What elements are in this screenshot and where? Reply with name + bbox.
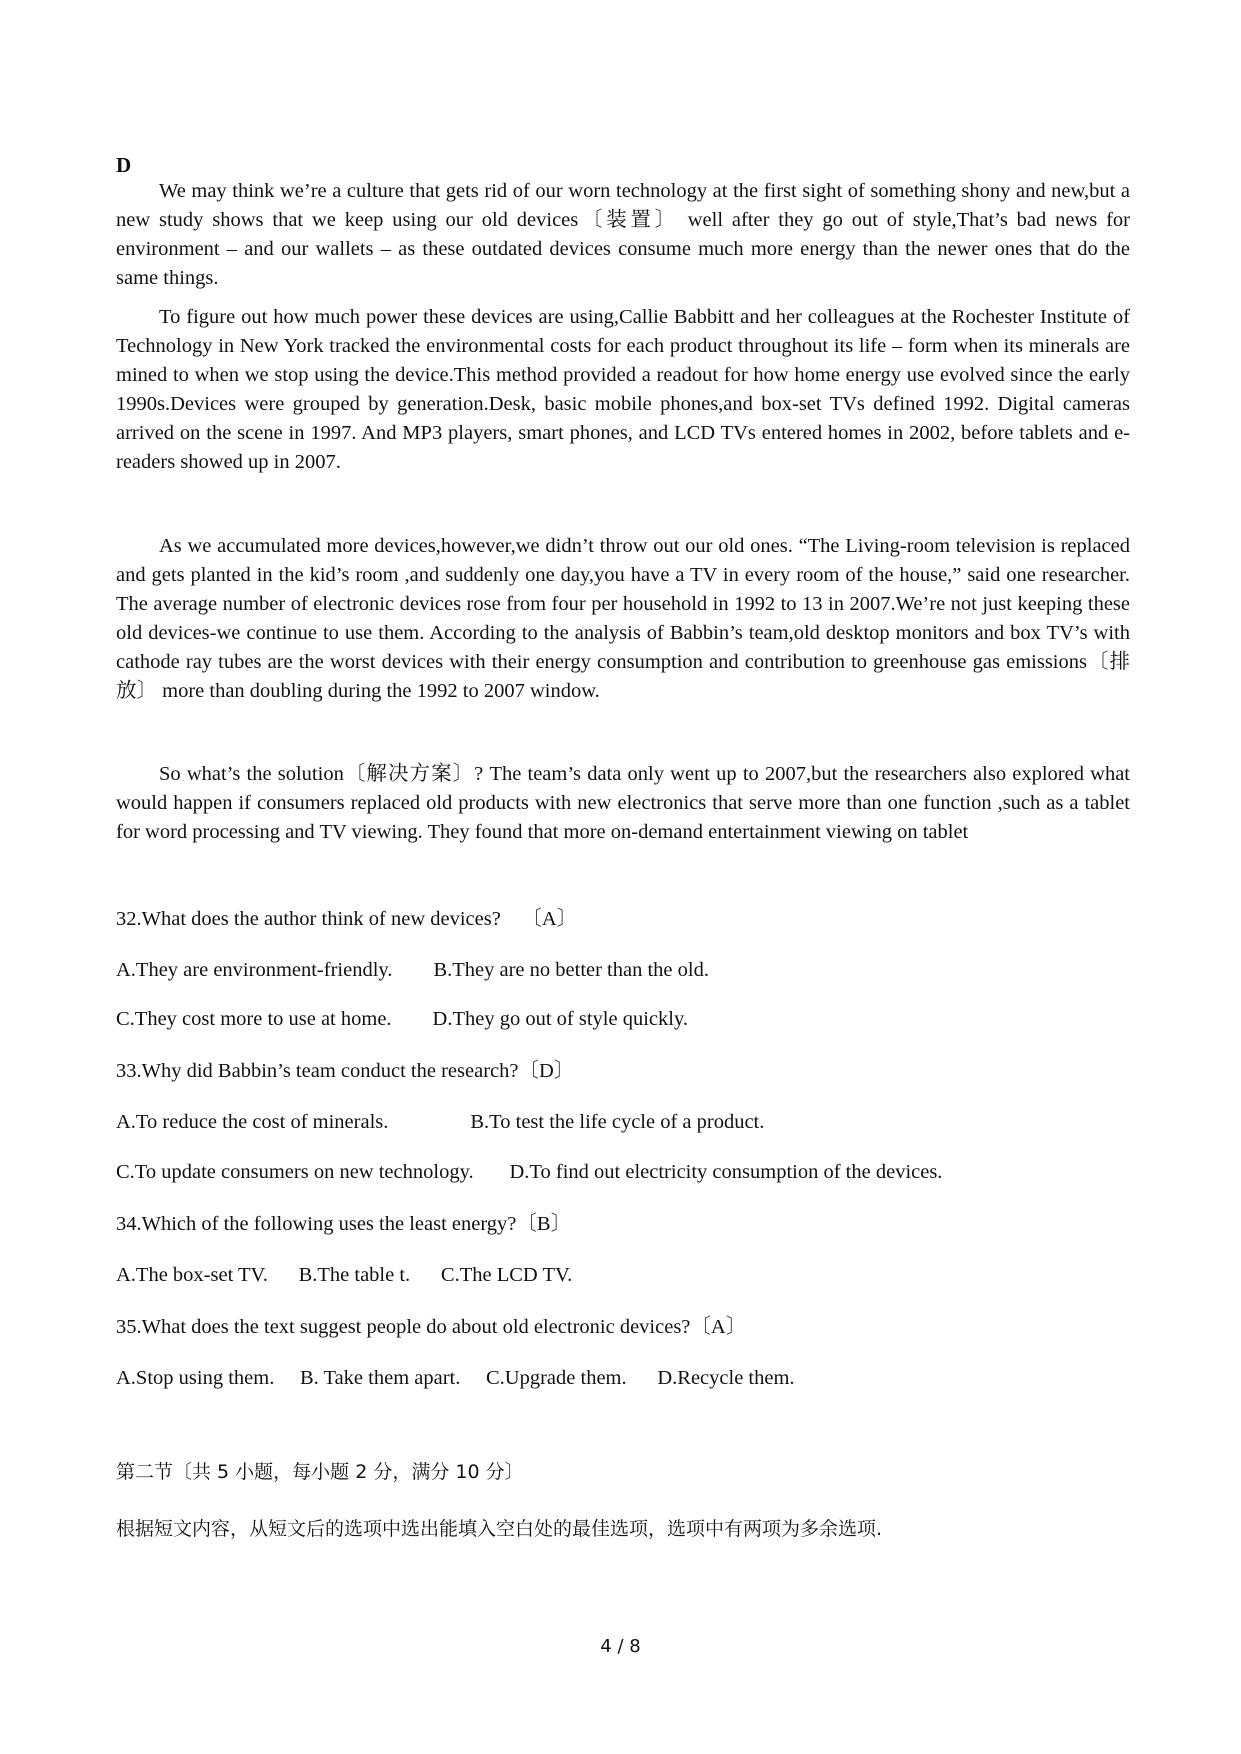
paragraph-1: We may think we’re a culture that gets rid of our worn technology at the first sight of something shony and new,but a new study shows that we keep using our old devices〔装置〕 well after they go out of style,That’s bad news for environment – and our wallets – as these outdated devices consume much more energy than the newer ones that do the same things.: [116, 180, 1130, 289]
paragraph-4: So what’s the solution〔解决方案〕? The team’s data only went up to 2007,but the researchers also explored what would happen if consumers replaced old products with new electronics that serve more than one function ,such as a tablet for word processing and TV viewing. They found that more on-demand entertainment viewing on tablet: [116, 763, 1130, 843]
question-32-stem: 32.What does the author think of new devices? 〔A〕: [116, 908, 578, 930]
question-35-stem: 35.What does the text suggest people do about old electronic devices?〔A〕: [116, 1316, 747, 1338]
question-32-options-ab: A.They are environment-friendly. B.They are no better than the old.: [116, 959, 709, 981]
question-33-stem: 33.Why did Babbin’s team conduct the research?〔D〕: [116, 1060, 575, 1082]
page-number: 4 / 8: [600, 1636, 641, 1657]
question-34-stem: 34.Which of the following uses the least energy?〔B〕: [116, 1213, 572, 1235]
section2-heading: 第二节〔共 5 小题，每小题 2 分，满分 10 分〕: [116, 1461, 524, 1483]
paragraph-3: As we accumulated more devices,however,we didn’t throw out our old ones. “The Living-room television is replaced and gets planted in the kid’s room ,and suddenly one day,you have a TV in every room of the house,” said one researcher. The average number of electronic devices rose from four per household in 1992 to 13 in 2007.We’re not just keeping these old devices-we continue to use them. According to the analysis of Babbin’s team,old desktop monitors and box TV’s with cathode ray tubes are the worst devices with their energy consumption and contribution to greenhouse gas emissions〔排放〕 more than doubling during the 1992 to 2007 window.: [116, 535, 1130, 702]
section2-instruction: 根据短文内容，从短文后的选项中选出能填入空白处的最佳选项，选项中有两项为多余选项.: [116, 1518, 883, 1540]
question-35-options: A.Stop using them. B. Take them apart. C.Upgrade them. D.Recycle them.: [116, 1367, 795, 1389]
question-32-options-cd: C.They cost more to use at home. D.They go out of style quickly.: [116, 1008, 688, 1030]
question-34-options: A.The box-set TV. B.The table t. C.The LCD TV.: [116, 1264, 573, 1286]
section-letter: D: [116, 153, 132, 177]
question-33-options-cd: C.To update consumers on new technology. D.To find out electricity consumption of the devices.: [116, 1161, 943, 1183]
question-33-options-ab: A.To reduce the cost of minerals. B.To test the life cycle of a product.: [116, 1111, 765, 1133]
paragraph-2: To figure out how much power these devices are using,Callie Babbitt and her colleagues at the Rochester Institute of Technology in New York tracked the environmental costs for each product throughout its life – form when its minerals are mined to when we stop using the device.This method provided a readout for how home energy use evolved since the early 1990s.Devices were grouped by generation.Desk, basic mobile phones,and box-set TVs defined 1992. Digital cameras arrived on the scene in 1997. And MP3 players, smart phones, and LCD TVs entered homes in 2002, before tablets and e-readers showed up in 2007.: [116, 306, 1130, 473]
